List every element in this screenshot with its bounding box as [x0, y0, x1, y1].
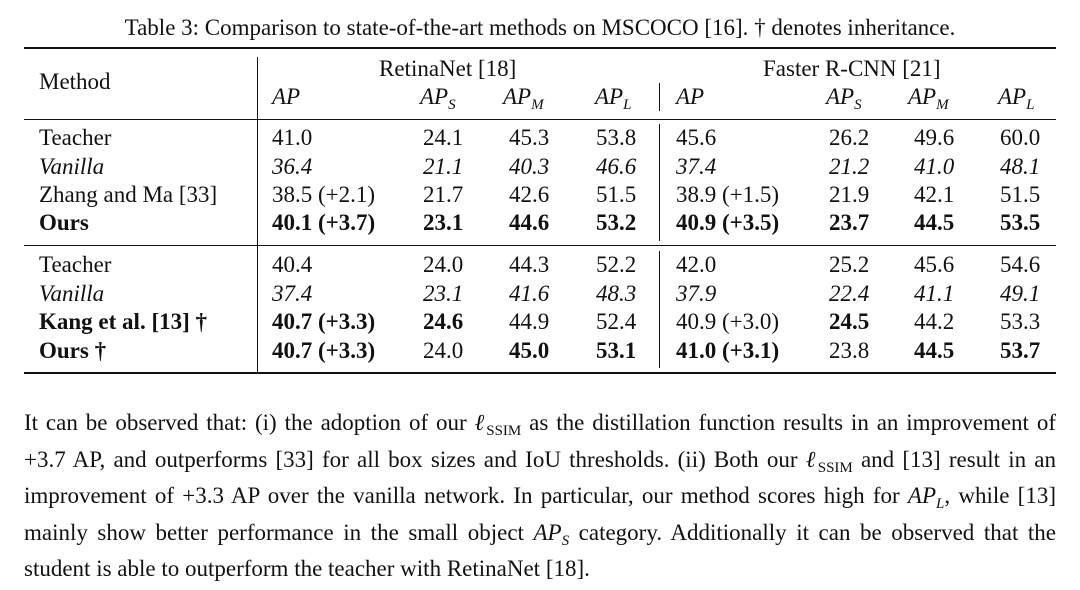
b1-vanilla-r-apl: 46.6 [596, 154, 637, 179]
b2-vanilla-f-ap: 37.9 [676, 281, 717, 306]
b1-ours-f-apl: 53.5 [1000, 210, 1041, 235]
b2-ours-r-apl: 53.1 [596, 338, 637, 363]
body-paragraph: It can be observed that: (i) the adoption of our ℓ$_{SSIM}$ as the distillation function results in an improvement of +3.7 AP, and outperforms [33] for all box sizes and IoU thresholds. (ii) Both our ℓ$_{SSIM}$ and [13] result in an improvement of +3.3 AP over the vanilla network. In particular, our method scores high for $AP_L$, while [13] mainly show better performance in the small object $AP_S$ category. Additionally it can be observed that the student is able to outperform the teacher with RetinaNet [18]. [24, 410, 1057, 581]
b1-ours-f-aps: 23.7 [829, 210, 870, 235]
header-frcnn-apm: $AP_M$ [908, 84, 949, 113]
b1-ours-method: Ours [39, 210, 89, 235]
b2-teacher-f-aps: 25.2 [829, 252, 870, 277]
math-aps: $AP_S$ [533, 519, 570, 549]
b2-ours-r-apm: 45.0 [509, 338, 550, 363]
b2-vanilla-f-apm: 41.1 [914, 281, 955, 306]
ssim-subscript: SSIM [486, 423, 522, 439]
b1-zhang-f-apl: 51.5 [1000, 182, 1041, 207]
b1-ours-r-apm: 44.6 [509, 210, 550, 235]
b1-vanilla-method: Vanilla [39, 154, 105, 179]
b2-kang-f-apl: 53.3 [1000, 309, 1041, 334]
b1-zhang-r-apm: 42.6 [509, 182, 550, 207]
header-group-divider [659, 83, 660, 111]
b1-zhang-r-apl: 51.5 [596, 182, 637, 207]
table-top-rule [24, 47, 1056, 49]
b2-ours-f-apl: 53.7 [1000, 338, 1041, 363]
b1-ours-r-apl: 53.2 [596, 210, 637, 235]
b1-zhang-f-ap: 38.9 (+1.5) [676, 182, 780, 207]
b2-vanilla-method: Vanilla [39, 281, 105, 306]
header-fasterrcnn: Faster R-CNN [21] [763, 56, 941, 81]
ell-symbol: ℓ [474, 410, 487, 435]
b2-kang-r-apl: 52.4 [596, 309, 637, 334]
b2-ours-f-aps: 23.8 [829, 338, 870, 363]
b1-ours-f-ap: 40.9 (+3.5) [676, 210, 780, 235]
header-retinanet: RetinaNet [18] [379, 56, 517, 81]
b1-teacher-f-ap: 45.6 [676, 125, 717, 150]
b1-teacher-f-apm: 49.6 [914, 125, 955, 150]
b2-vanilla-r-apl: 48.3 [596, 281, 637, 306]
b1-vanilla-f-apm: 41.0 [914, 154, 955, 179]
header-retina-apm: $AP_M$ [503, 84, 544, 113]
b2-kang-r-apm: 44.9 [509, 309, 550, 334]
b1-teacher-r-ap: 41.0 [272, 125, 313, 150]
b2-ours-r-ap: 40.7 (+3.3) [272, 338, 376, 363]
b2-teacher-f-ap: 42.0 [676, 252, 717, 277]
b1-teacher-r-aps: 24.1 [423, 125, 464, 150]
b2-kang-f-ap: 40.9 (+3.0) [676, 309, 780, 334]
header-frcnn-aps: $AP_S$ [826, 84, 862, 113]
b1-teacher-r-apl: 53.8 [596, 125, 637, 150]
method-column-divider [257, 57, 258, 372]
b2-vanilla-f-apl: 49.1 [1000, 281, 1041, 306]
header-retina-apl: $AP_L$ [595, 84, 632, 113]
b1-zhang-r-ap: 38.5 (+2.1) [272, 182, 376, 207]
block1-group-divider [659, 124, 660, 241]
b2-ours-f-ap: 41.0 (+3.1) [676, 338, 780, 363]
b2-teacher-f-apm: 45.6 [914, 252, 955, 277]
header-frcnn-apl: $AP_L$ [998, 84, 1035, 113]
b1-teacher-method: Teacher [39, 125, 112, 150]
header-method: Method [39, 69, 111, 94]
b1-zhang-r-aps: 21.7 [423, 182, 464, 207]
b1-teacher-f-apl: 60.0 [1000, 125, 1041, 150]
math-apl: $AP_L$ [907, 483, 945, 512]
ssim-subscript: SSIM [817, 459, 853, 476]
header-frcnn-ap: AP [676, 84, 705, 109]
block-separator-rule [24, 245, 1056, 246]
b2-teacher-r-apm: 44.3 [509, 252, 550, 277]
b2-vanilla-r-aps: 23.1 [423, 281, 464, 306]
header-rule [24, 119, 1056, 120]
b2-kang-r-aps: 24.6 [423, 309, 464, 334]
b2-kang-f-apm: 44.2 [914, 309, 955, 334]
b1-teacher-r-apm: 45.3 [509, 125, 550, 150]
b1-ours-r-ap: 40.1 (+3.7) [272, 210, 376, 235]
b2-ours-method: Ours † [39, 338, 107, 363]
block2-group-divider [659, 251, 660, 368]
ell-symbol: ℓ [805, 446, 818, 472]
table-caption: Table 3: Comparison to state-of-the-art methods on MSCOCO [16]. † denotes inheritance. [124, 15, 956, 40]
b2-teacher-r-apl: 52.2 [596, 252, 637, 277]
b1-vanilla-f-aps: 21.2 [829, 154, 870, 179]
table-bottom-rule [24, 372, 1056, 374]
b2-teacher-r-ap: 40.4 [272, 252, 313, 277]
b2-kang-method: Kang et al. [13] † [39, 309, 208, 334]
b2-vanilla-r-apm: 41.6 [509, 281, 550, 306]
b1-vanilla-f-ap: 37.4 [676, 154, 717, 179]
b1-ours-f-apm: 44.5 [914, 210, 955, 235]
b1-zhang-f-apm: 42.1 [914, 182, 955, 207]
b2-ours-r-aps: 24.0 [423, 338, 464, 363]
b1-vanilla-r-aps: 21.1 [423, 154, 464, 179]
header-retina-aps: $AP_S$ [420, 84, 456, 113]
b2-teacher-r-aps: 24.0 [423, 252, 464, 277]
b2-vanilla-r-ap: 37.4 [272, 281, 313, 306]
b2-kang-r-ap: 40.7 (+3.3) [272, 309, 376, 334]
b1-vanilla-r-ap: 36.4 [272, 154, 313, 179]
b2-teacher-method: Teacher [39, 252, 112, 277]
b1-ours-r-aps: 23.1 [423, 210, 464, 235]
header-retina-ap: AP [272, 84, 301, 109]
b1-zhang-f-aps: 21.9 [829, 182, 870, 207]
b1-zhang-method: Zhang and Ma [33] [39, 182, 218, 207]
b1-teacher-f-aps: 26.2 [829, 125, 870, 150]
b2-ours-f-apm: 44.5 [914, 338, 955, 363]
b2-kang-f-aps: 24.5 [829, 309, 870, 334]
b2-teacher-f-apl: 54.6 [1000, 252, 1041, 277]
b1-vanilla-r-apm: 40.3 [509, 154, 550, 179]
b2-vanilla-f-aps: 22.4 [829, 281, 870, 306]
b1-vanilla-f-apl: 48.1 [1000, 154, 1041, 179]
